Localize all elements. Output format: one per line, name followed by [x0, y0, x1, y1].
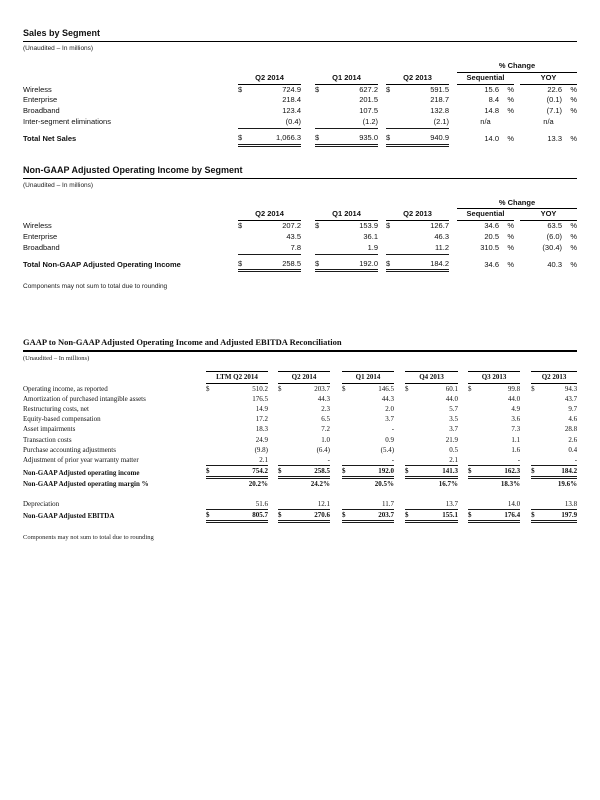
table-row: Wireless $ 207.2 $ 153.9 $ 126.7 34.6 % 63.5 %	[23, 221, 578, 231]
pct-change-header: % Change	[457, 198, 577, 209]
column-header: Q4 2013	[405, 372, 458, 383]
column-header: YOY	[520, 209, 577, 221]
margin-row: Non-GAAP Adjusted operating margin % 20.2% 24.2% 20.5% 16.7% 18.3% 19.6%	[23, 480, 578, 489]
unaudited-note: (Unaudited – In millions)	[23, 181, 94, 189]
column-header: Sequential	[457, 209, 514, 221]
subtotal-row: Non-GAAP Adjusted operating income $ 754.2 $ 258.5 $ 192.0 $ 141.3 $ 162.3 $ 184.2	[23, 467, 578, 477]
column-header: Q3 2013	[468, 372, 520, 383]
gaap-reconciliation-table	[23, 371, 577, 523]
column-header: Q2 2014	[238, 209, 301, 221]
column-header: Sequential	[457, 72, 514, 84]
table-row: Broadband 7.8 1.9 11.2 310.5 % (30.4) %	[23, 242, 578, 253]
column-header: LTM Q2 2014	[206, 372, 268, 383]
gaap-reconciliation-title: GAAP to Non-GAAP Adjusted Operating Income and Adjusted EBITDA Reconciliation	[23, 337, 577, 352]
table-row: Enterprise 218.4 201.5 218.7 8.4 % (0.1) %	[23, 95, 578, 105]
table-row: Inter-segment eliminations (0.4) (1.2) (2.1) n/a n/a	[23, 116, 554, 127]
column-header-row	[23, 72, 577, 84]
table-row: Enterprise 43.5 36.1 46.3 20.5 % (6.0) %	[23, 231, 578, 241]
column-header: Q1 2014	[315, 209, 378, 221]
pct-change-header-row	[23, 198, 577, 209]
table-row: Operating income, as reported $ 510.2 $ 203.7 $ 146.5 $ 60.1 $ 99.8 $ 94.3	[23, 384, 578, 393]
table-row: Purchase accounting adjustments (9.8) (6.4) (5.4) 0.5 1.6 0.4	[23, 445, 578, 454]
total-row: Non-GAAP Adjusted EBITDA $ 805.7 $ 270.6 $ 203.7 $ 155.1 $ 176.4 $ 197.9	[23, 510, 578, 521]
column-header: Q2 2013	[531, 372, 577, 383]
column-header: Q2 2013	[386, 209, 449, 221]
table-row: Transaction costs 24.9 1.0 0.9 21.9 1.1 2.6	[23, 435, 578, 444]
table-row: Broadband 123.4 107.5 132.8 14.8 % (7.1) %	[23, 106, 578, 116]
total-row: Total Net Sales $ 1,066.3 $ 935.0 $ 940.9 14.0 % 13.3 %	[23, 132, 578, 144]
total-row: Total Non-GAAP Adjusted Operating Income $ 258.5 $ 192.0 $ 184.2 34.6 % 40.3 %	[23, 258, 578, 270]
rounding-footnote: Components may not sum to total due to rounding	[23, 283, 168, 291]
column-header: Q2 2013	[386, 72, 449, 84]
sales-by-segment-table	[23, 61, 577, 147]
column-header-row	[23, 209, 577, 221]
table-row: Amortization of purchased intangible assets 176.5 44.3 44.3 44.0 44.0 43.7	[23, 394, 578, 403]
sales-by-segment-section	[23, 28, 577, 147]
table-row: Wireless $ 724.9 $ 627.2 $ 591.5 15.6 % 22.6 %	[23, 84, 578, 94]
column-header-row	[23, 372, 577, 383]
unaudited-note: (Unaudited – In millions)	[23, 45, 94, 52]
rounding-footnote: Components may not sum to total due to rounding	[23, 534, 154, 541]
column-header: YOY	[520, 72, 577, 84]
column-header: Q1 2014	[315, 72, 378, 84]
adjusted-operating-income-table	[23, 198, 577, 273]
pct-change-header-row	[23, 61, 577, 72]
table-row: Adjustment of prior year warranty matter 2.1 - - 2.1 - -	[23, 455, 578, 465]
unaudited-note: (Unaudited – In millions)	[23, 355, 90, 363]
table-row: Equity-based compensation 17.2 6.5 3.7 3.5 3.6 4.6	[23, 415, 578, 424]
column-header: Q1 2014	[342, 372, 394, 383]
column-header: Q2 2014	[278, 372, 330, 383]
sales-by-segment-title: Sales by Segment	[23, 28, 577, 42]
gaap-reconciliation-section	[23, 337, 577, 542]
table-row: Depreciation 51.6 12.1 11.7 13.7 14.0 13.8	[23, 499, 578, 509]
table-row: Asset impairments 18.3 7.2 - 3.7 7.3 28.8	[23, 425, 578, 434]
pct-change-header: % Change	[457, 61, 577, 72]
adjusted-operating-income-section	[23, 165, 577, 292]
column-header: Q2 2014	[238, 72, 301, 84]
table-row: Restructuring costs, net 14.9 2.3 2.0 5.7 4.9 9.7	[23, 404, 578, 413]
adjusted-operating-income-title: Non-GAAP Adjusted Operating Income by Segment	[23, 165, 577, 179]
